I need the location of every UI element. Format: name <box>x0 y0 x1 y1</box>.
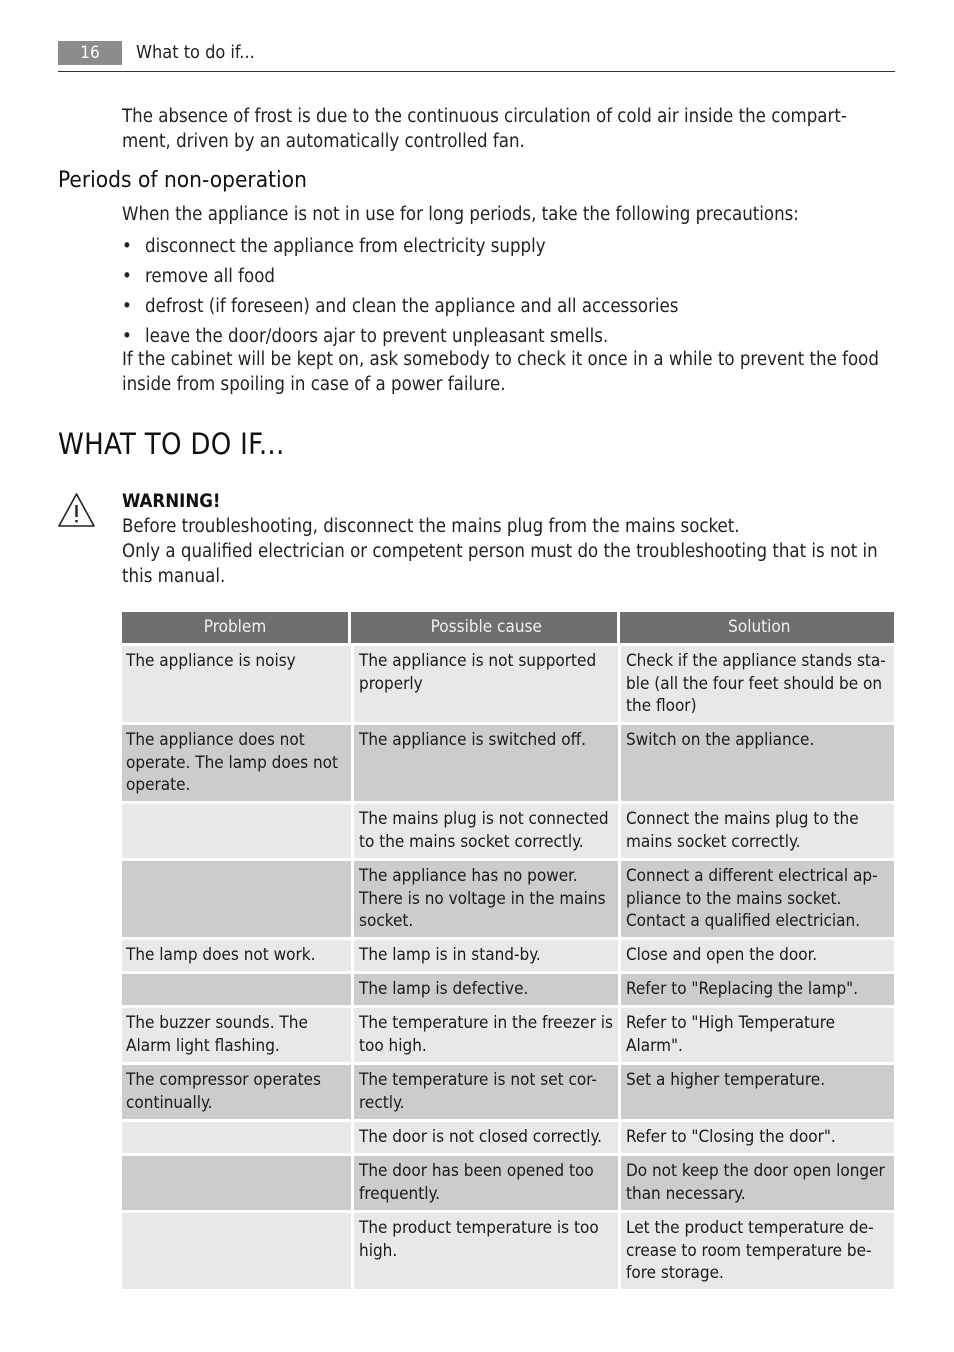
solution-cell: Connect the mains plug to the mains socket correctly. <box>621 804 894 858</box>
problem-cell <box>122 861 351 937</box>
problem-cell: The appliance does not operate. The lamp does not operate. <box>122 725 351 801</box>
running-title: What to do if... <box>136 42 255 63</box>
problem-cell <box>122 1213 351 1289</box>
warning-text <box>122 514 894 589</box>
solution-cell: Do not keep the door open longer than necessary. <box>621 1156 894 1210</box>
cause-cell: The appliance has no power. There is no voltage in the mains socket. <box>354 861 618 937</box>
warning-icon <box>57 492 96 528</box>
cause-cell: The lamp is in stand-by. <box>354 940 618 971</box>
cause-cell: The product temperature is too high. <box>354 1213 618 1289</box>
list-item: • defrost (if foreseen) and clean the appliance and all accessories <box>122 292 894 322</box>
table-row <box>122 974 894 1005</box>
cause-cell: The door has been opened too frequently. <box>354 1156 618 1210</box>
solution-cell: Close and open the door. <box>621 940 894 971</box>
table-row <box>122 1122 894 1153</box>
table-row <box>122 646 894 722</box>
warning-line: Before troubleshooting, disconnect the mains plug from the mains socket. <box>122 516 740 537</box>
table-row <box>122 804 894 858</box>
column-header-solution: Solution <box>620 612 894 643</box>
cause-cell: The temperature in the freezer is too high. <box>354 1008 618 1062</box>
solution-cell: Let the product temperature de-crease to room temperature be-fore storage. <box>621 1213 894 1289</box>
column-header-problem: Problem <box>122 612 348 643</box>
problem-cell <box>122 1156 351 1210</box>
warning-line: Only a qualified electrician or competent person must do the troubleshooting that is not in this manual. <box>122 541 878 587</box>
intro-paragraph: The absence of frost is due to the continuous circulation of cold air inside the compart-ment, driven by an automatically controlled fan. <box>122 106 847 152</box>
periods-lead: When the appliance is not in use for long periods, take the following precautions: <box>122 204 799 225</box>
solution-cell: Refer to "Replacing the lamp". <box>621 974 894 1005</box>
bullet-icon: • <box>122 236 132 257</box>
page-number: 16 <box>58 41 122 65</box>
list-item: • disconnect the appliance from electricity supply <box>122 232 894 262</box>
solution-cell: Switch on the appliance. <box>621 725 894 801</box>
problem-cell: The compressor operates continually. <box>122 1065 351 1119</box>
bullet-icon: • <box>122 266 132 287</box>
column-header-cause: Possible cause <box>351 612 617 643</box>
problem-cell <box>122 1122 351 1153</box>
table-row <box>122 940 894 971</box>
list-item: • leave the door/doors ajar to prevent unpleasant smells. <box>122 322 894 352</box>
table-row <box>122 1065 894 1119</box>
precautions-list <box>122 232 894 352</box>
table-row <box>122 861 894 937</box>
cause-cell: The appliance is switched off. <box>354 725 618 801</box>
solution-cell: Connect a different electrical ap-pliance to the mains socket. Contact a qualified electrician. <box>621 861 894 937</box>
table-row <box>122 1008 894 1062</box>
troubleshooting-table <box>122 612 894 1289</box>
cause-cell: The temperature is not set cor-rectly. <box>354 1065 618 1119</box>
problem-cell <box>122 974 351 1005</box>
cause-cell: The door is not closed correctly. <box>354 1122 618 1153</box>
solution-cell: Check if the appliance stands sta-ble (all the four feet should be on the floor) <box>621 646 894 722</box>
page-header <box>58 39 895 72</box>
bullet-icon: • <box>122 326 132 347</box>
table-row <box>122 1156 894 1210</box>
warning-title: WARNING! <box>122 491 221 512</box>
problem-cell <box>122 804 351 858</box>
problem-cell: The lamp does not work. <box>122 940 351 971</box>
bullet-icon: • <box>122 296 132 317</box>
table-row <box>122 725 894 801</box>
cause-cell: The mains plug is not connected to the mains socket correctly. <box>354 804 618 858</box>
periods-closing: If the cabinet will be kept on, ask somebody to check it once in a while to prevent the food inside from spoiling in case of a power failure. <box>122 349 879 395</box>
cause-cell: The lamp is defective. <box>354 974 618 1005</box>
cause-cell: The appliance is not supported properly <box>354 646 618 722</box>
periods-heading: Periods of non-operation <box>58 167 307 193</box>
section-title: WHAT TO DO IF... <box>58 427 285 461</box>
problem-cell: The buzzer sounds. The Alarm light flashing. <box>122 1008 351 1062</box>
table-row <box>122 1213 894 1289</box>
solution-cell: Refer to "High Temperature Alarm". <box>621 1008 894 1062</box>
list-item: • remove all food <box>122 262 894 292</box>
table-header <box>122 612 894 643</box>
problem-cell: The appliance is noisy <box>122 646 351 722</box>
solution-cell: Set a higher temperature. <box>621 1065 894 1119</box>
solution-cell: Refer to "Closing the door". <box>621 1122 894 1153</box>
